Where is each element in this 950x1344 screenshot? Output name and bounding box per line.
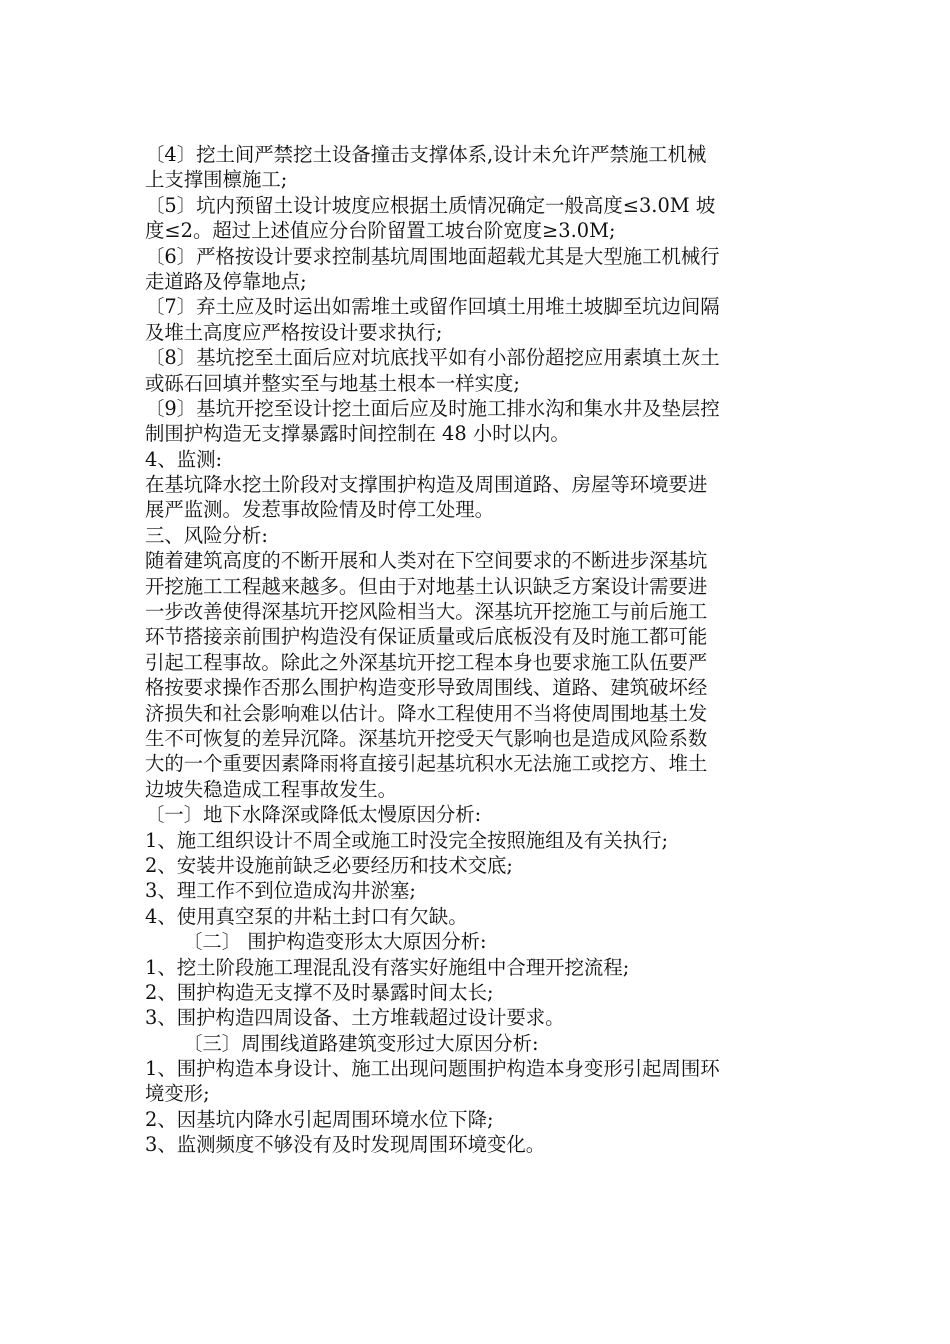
list-item: 3、围护构造四周设备、土方堆载超过设计要求。	[145, 1006, 565, 1030]
text-line: 上支撑围檩施工;	[145, 168, 288, 192]
text-line: 〔7〕弃土应及时运出如需堆土或留作回填土用堆土坡脚至坑边间隔	[145, 295, 720, 319]
document-body	[145, 142, 815, 1158]
list-item: 2、因基坑内降水引起周围环境水位下降;	[145, 1107, 494, 1131]
text-line: 一步改善使得深基坑开挖风险相当大。深基坑开挖施工与前后施工	[145, 600, 708, 624]
list-item: 3、监测频度不够没有及时发现周围环境变化。	[145, 1133, 546, 1157]
text-line: 及堆土高度应严格按设计要求执行;	[145, 320, 443, 344]
text-line: 〔8〕基坑挖至土面后应对坑底找平如有小部份超挖应用素填土灰土	[145, 346, 720, 370]
text-line: 环节搭接亲前围护构造没有保证质量或后底板没有及时施工都可能	[145, 625, 708, 649]
text-line: 境变形;	[145, 1082, 210, 1106]
text-line: 生不可恢复的差异沉降。深基坑开挖受天气影响也是造成风险系数	[145, 726, 708, 750]
text-line: 〔5〕坑内预留土设计坡度应根据土质情况确定一般高度≤3.0M 坡	[145, 193, 716, 217]
subsection-heading: 〔二〕 围护构造变形太大原因分析:	[183, 930, 487, 954]
text-line: 〔9〕基坑开挖至设计挖土面后应及时施工排水沟和集水井及垫层控	[145, 396, 720, 420]
text-line: 大的一个重要因素降雨将直接引起基坑积水无法施工或挖方、堆土	[145, 752, 708, 776]
text-line: 展严监测。发惹事故险情及时停工处理。	[145, 498, 495, 522]
list-item: 1、施工组织设计不周全或施工时没完全按照施组及有关执行;	[145, 828, 669, 852]
text-line: 随着建筑高度的不断开展和人类对在下空间要求的不断进步深基坑	[145, 549, 708, 573]
text-line: 〔4〕挖土间严禁挖土设备撞击支撑体系,设计未允许严禁施工机械	[145, 143, 707, 166]
list-item: 1、围护构造本身设计、施工出现问题围护构造本身变形引起周围环	[145, 1057, 720, 1081]
section-heading: 4、监测:	[145, 447, 223, 471]
text-line: 制围护构造无支撑暴露时间控制在 48 小时以内。	[145, 422, 570, 446]
list-item: 4、使用真空泵的井粘土封口有欠缺。	[145, 904, 468, 928]
list-item: 3、理工作不到位造成沟井淤塞;	[145, 879, 416, 903]
text-line: 在基坑降水挖土阶段对支撑围护构造及周围道路、房屋等环境要进	[145, 473, 708, 497]
text-line: 走道路及停靠地点;	[145, 269, 307, 293]
subsection-heading: 〔三〕周围线道路建筑变形过大原因分析:	[183, 1031, 539, 1055]
subsection-heading: 〔一〕地下水降深或降低太慢原因分析:	[145, 803, 482, 827]
text-line: 开挖施工工程越来越多。但由于对地基土认识缺乏方案设计需要进	[145, 574, 708, 598]
section-heading: 三、风险分析:	[145, 523, 268, 547]
text-line: 度≤2。超过上述值应分台阶留置工坡台阶宽度≥3.0M;	[145, 219, 616, 243]
list-item: 2、围护构造无支撑不及时暴露时间太长;	[145, 980, 494, 1004]
text-line: 引起工程事故。除此之外深基坑开挖工程本身也要求施工队伍要严	[145, 650, 708, 674]
text-line: 济损失和社会影响难以估计。降水工程使用不当将使周围地基土发	[145, 701, 708, 725]
list-item: 2、安装井设施前缺乏必要经历和技术交底;	[145, 853, 513, 877]
text-line: 格按要求操作否那么围护构造变形导致周围线、道路、建筑破坏经	[145, 676, 708, 700]
text-line: 〔6〕严格按设计要求控制基坑周围地面超载尤其是大型施工机械行	[145, 244, 720, 268]
text-line: 或砾石回填并整实至与地基土根本一样实度;	[145, 371, 520, 395]
text-line: 边坡失稳造成工程事故发生。	[145, 777, 398, 801]
list-item: 1、挖土阶段施工理混乱没有落实好施组中合理开挖流程;	[145, 955, 630, 979]
